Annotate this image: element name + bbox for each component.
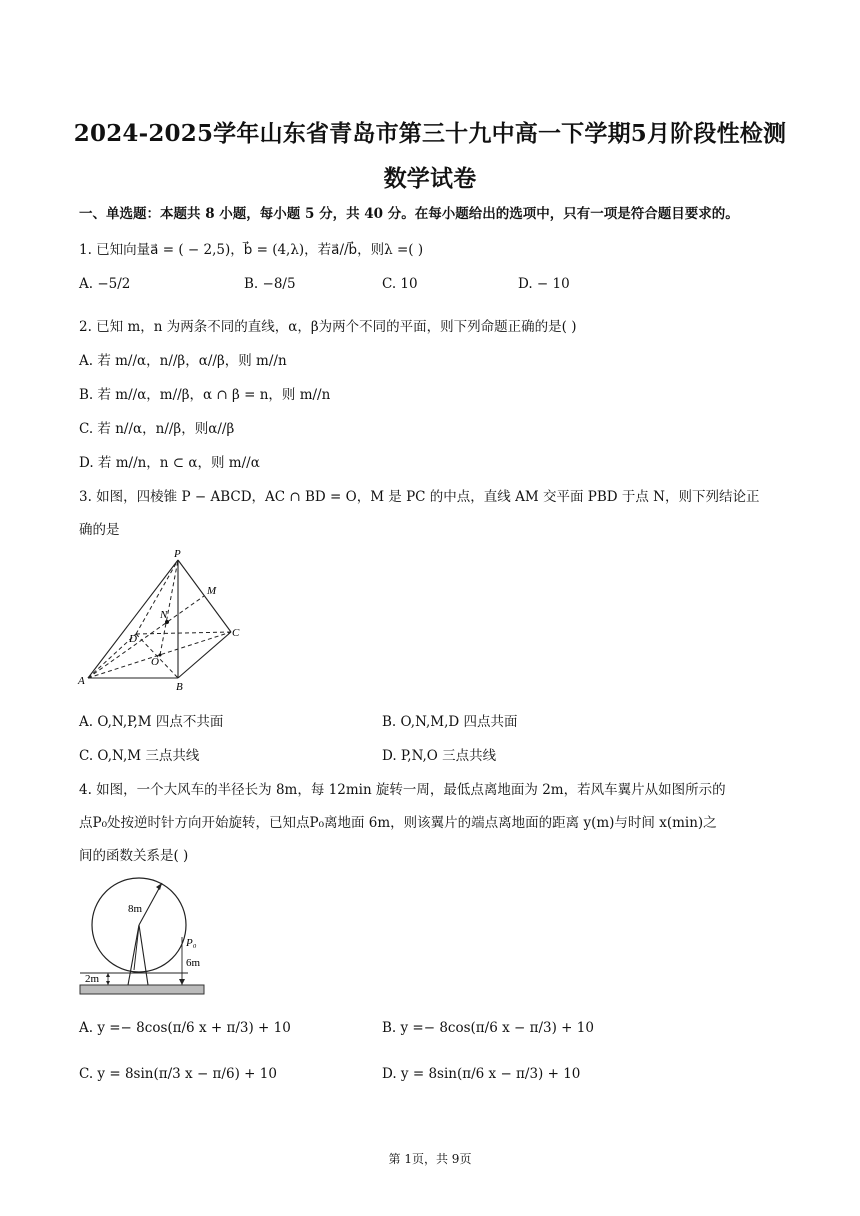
label-c: C — [232, 627, 240, 639]
label-d: D — [129, 633, 137, 645]
page-number: 第 1页，共 9页 — [388, 1152, 472, 1166]
question-3-stem-line2: 确的是 — [79, 522, 120, 538]
q2-option-d: D. 若 m//n，n ⊂ α，则 m//α — [79, 455, 260, 471]
section-heading: 一、单选题：本题共 8 小题，每小题 5 分，共 40 分。在每小题给出的选项中，只有一项是符合题目要求的。 — [79, 206, 739, 222]
q4-option-a: A. y =− 8cos(π/6 x + π/3) + 10 — [79, 1020, 291, 1036]
q1-option-b: B. −8/5 — [244, 276, 296, 292]
exam-title: 2024-2025学年山东省青岛市第三十九中高一下学期5月阶段性检测 — [73, 120, 787, 147]
pyramid-figure — [74, 548, 254, 696]
q1-option-c: C. 10 — [382, 276, 418, 292]
question-4-stem-line2: 点P₀处按逆时针方向开始旋转，已知点P₀离地面 6m，则该翼片的端点离地面的距离 y(m)与时间 x(min)之 — [79, 815, 717, 831]
question-3-stem-line1: 3. 如图，四棱锥 P − ABCD，AC ∩ BD = O，M 是 PC 的中点，直线 AM 交平面 PBD 于点 N，则下列结论正 — [79, 489, 760, 505]
q4-option-d: D. y = 8sin(π/6 x − π/3) + 10 — [382, 1066, 581, 1082]
question-4-stem-line3: 间的函数关系是( ) — [79, 848, 189, 864]
q1-option-a: A. −5/2 — [79, 276, 131, 292]
question-2-stem: 2. 已知 m，n 为两条不同的直线，α，β为两个不同的平面，则下列命题正确的是( ) — [79, 319, 577, 335]
q1-option-d: D. − 10 — [518, 276, 570, 292]
label-a: A — [78, 675, 85, 687]
label-8m: 8m — [128, 903, 143, 915]
label-b: B — [176, 681, 183, 693]
q2-option-c: C. 若 n//α，n//β，则α//β — [79, 421, 235, 437]
windmill-figure — [76, 870, 210, 1000]
q2-option-a: A. 若 m//α，n//β，α//β，则 m//n — [79, 353, 287, 369]
q3-option-d: D. P,N,O 三点共线 — [382, 748, 497, 764]
label-6m: 6m — [186, 957, 201, 969]
q2-option-b: B. 若 m//α，m//β，α ∩ β = n，则 m//n — [79, 387, 331, 403]
label-p: P — [174, 548, 181, 560]
question-4-stem-line1: 4. 如图，一个大风车的半径长为 8m，每 12min 旋转一周，最低点离地面为 2m，若风车翼片从如图所示的 — [79, 782, 726, 798]
q4-option-c: C. y = 8sin(π/3 x − π/6) + 10 — [79, 1066, 277, 1082]
q3-option-c: C. O,N,M 三点共线 — [79, 748, 200, 764]
label-n: N — [160, 609, 168, 621]
label-2m: 2m — [85, 973, 100, 985]
q3-option-b: B. O,N,M,D 四点共面 — [382, 714, 518, 730]
exam-subject: 数学试卷 — [383, 165, 477, 192]
question-1-stem: 1. 已知向量a⃗ = ( − 2,5)，b⃗ = (4,λ)，若a⃗//b⃗，则λ =( ) — [79, 242, 424, 258]
label-p0: P₀ — [186, 937, 197, 949]
label-o: O — [151, 656, 159, 668]
q4-option-b: B. y =− 8cos(π/6 x − π/3) + 10 — [382, 1020, 594, 1036]
q3-option-a: A. O,N,P,M 四点不共面 — [79, 714, 224, 730]
label-m: M — [207, 585, 217, 597]
